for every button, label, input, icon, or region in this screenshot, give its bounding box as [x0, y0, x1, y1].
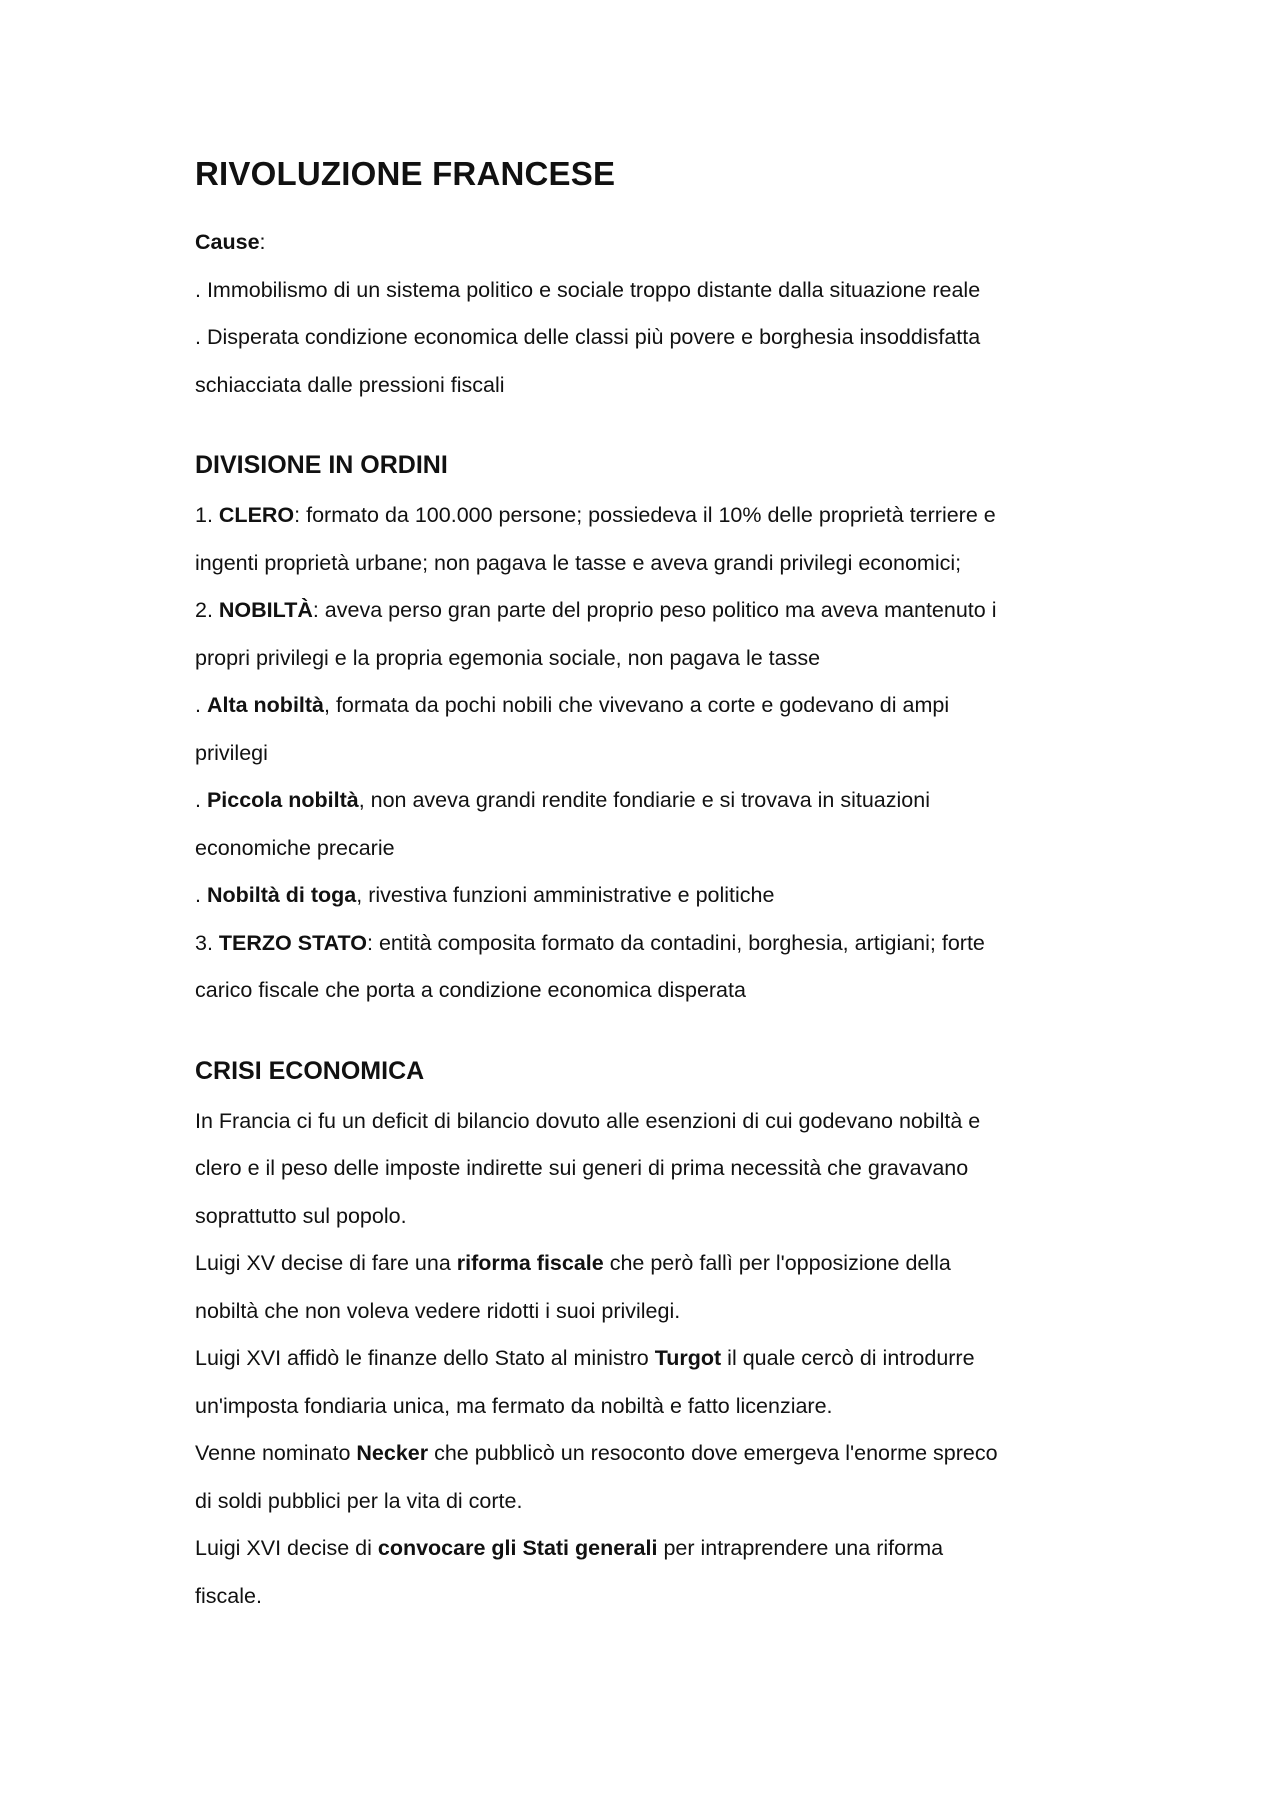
- alta-term: Alta nobiltà: [206, 693, 325, 717]
- piccola-nobilta-line-2: economiche precarie: [195, 835, 395, 860]
- terzo-num: 3.: [195, 930, 219, 955]
- crisi-p5-post: per intraprendere una riforma: [657, 1536, 944, 1560]
- terzo-stato-line-2: carico fiscale che porta a condizione economica disperata: [195, 978, 746, 1002]
- crisi-p4-post: che pubblicò un resoconto dove emergeva l'enorme spreco: [428, 1441, 998, 1465]
- toga-prefix: .: [195, 883, 207, 907]
- piccola-prefix: .: [195, 788, 207, 812]
- crisi-section: [195, 1057, 1095, 1621]
- crisi-p2-post: che però fallì per l'opposizione della: [603, 1251, 951, 1275]
- nobilta-line-2: propri privilegi e la propria egemonia sociale, non pagava le tasse: [195, 645, 821, 670]
- alta-text: , formata da pochi nobili che vivevano a corte e godevano di ampi: [324, 693, 950, 717]
- piccola-term: Piccola nobiltà: [206, 788, 359, 812]
- alta-prefix: .: [195, 693, 207, 717]
- nobilta-term: NOBILTÀ: [218, 598, 313, 622]
- crisi-p3-line: [195, 1335, 1095, 1383]
- piccola-nobilta-line: [195, 777, 1095, 825]
- alta-nobilta-line: [195, 682, 1095, 730]
- crisi-p3-pre: Luigi XVI affidò le finanze dello Stato al ministro: [195, 1346, 655, 1370]
- clero-line-2: ingenti proprietà urbane; non pagava le tasse e aveva grandi privilegi economici;: [195, 550, 962, 575]
- crisi-p4-line: [195, 1430, 1095, 1478]
- clero-term: CLERO: [218, 503, 295, 527]
- piccola-text: , non aveva grandi rendite fondiarie e si trovava in situazioni: [358, 788, 930, 812]
- nobilta-line: [195, 587, 1095, 635]
- clero-num: 1.: [195, 503, 219, 527]
- crisi-p2-line-2: nobiltà che non voleva vedere ridotti i suoi privilegi.: [195, 1298, 681, 1323]
- cause-colon: :: [259, 230, 266, 254]
- terzo-text: : entità composita formato da contadini, borghesia, artigiani; forte: [367, 930, 985, 955]
- crisi-p2-pre: Luigi XV decise di fare una: [195, 1251, 457, 1275]
- cause-section: [195, 219, 1095, 409]
- crisi-p5-pre: Luigi XVI decise di: [195, 1536, 378, 1560]
- clero-text: : formato da 100.000 persone; possiedeva il 10% delle proprietà terriere e: [294, 503, 996, 527]
- clero-line: [195, 492, 1095, 540]
- divisione-section: [195, 451, 1095, 1015]
- stati-generali-term: convocare gli Stati generali: [377, 1536, 658, 1560]
- document-page: [195, 155, 1095, 1662]
- terzo-stato-line: [195, 920, 1095, 968]
- cause-item: . Immobilismo di un sistema politico e sociale troppo distante dalla situazione reale: [195, 277, 981, 302]
- crisi-p4-pre: Venne nominato: [195, 1441, 357, 1465]
- toga-term: Nobiltà di toga: [206, 883, 357, 907]
- divisione-heading: DIVISIONE IN ORDINI: [195, 451, 448, 479]
- riforma-fiscale-term: riforma fiscale: [456, 1251, 604, 1275]
- crisi-p1-line: clero e il peso delle imposte indirette sui generi di prima necessità che gravavano: [195, 1156, 969, 1180]
- cause-label: Cause: [195, 230, 260, 254]
- crisi-p1-line: soprattutto sul popolo.: [195, 1203, 407, 1228]
- terzo-term: TERZO STATO: [218, 930, 368, 955]
- crisi-p5-line: [195, 1525, 1095, 1573]
- necker-term: Necker: [356, 1441, 429, 1465]
- nobilta-text: : aveva perso gran parte del proprio peso politico ma aveva mantenuto i: [312, 598, 997, 622]
- cause-item: . Disperata condizione economica delle classi più povere e borghesia insoddisfatta: [195, 325, 981, 349]
- alta-nobilta-line-2: privilegi: [195, 740, 268, 765]
- nobilta-num: 2.: [195, 598, 219, 622]
- crisi-p4-line-2: di soldi pubblici per la vita di corte.: [195, 1488, 523, 1513]
- toga-text: , rivestiva funzioni amministrative e politiche: [356, 883, 775, 907]
- crisi-p5-line-2: fiscale.: [195, 1583, 262, 1608]
- turgot-term: Turgot: [654, 1346, 722, 1370]
- crisi-heading: CRISI ECONOMICA: [195, 1056, 425, 1085]
- crisi-p2-line: [195, 1240, 1095, 1288]
- document-title: RIVOLUZIONE FRANCESE: [195, 155, 616, 192]
- crisi-p3-line-2: un'imposta fondiaria unica, ma fermato da nobiltà e fatto licenziare.: [195, 1393, 833, 1418]
- crisi-p3-post: il quale cercò di introdurre: [721, 1346, 975, 1370]
- cause-label-line: [195, 219, 1095, 267]
- cause-item: schiacciata dalle pressioni fiscali: [195, 372, 505, 397]
- toga-line: [195, 872, 1095, 920]
- crisi-p1-line: In Francia ci fu un deficit di bilancio dovuto alle esenzioni di cui godevano nobiltà e: [195, 1108, 981, 1133]
